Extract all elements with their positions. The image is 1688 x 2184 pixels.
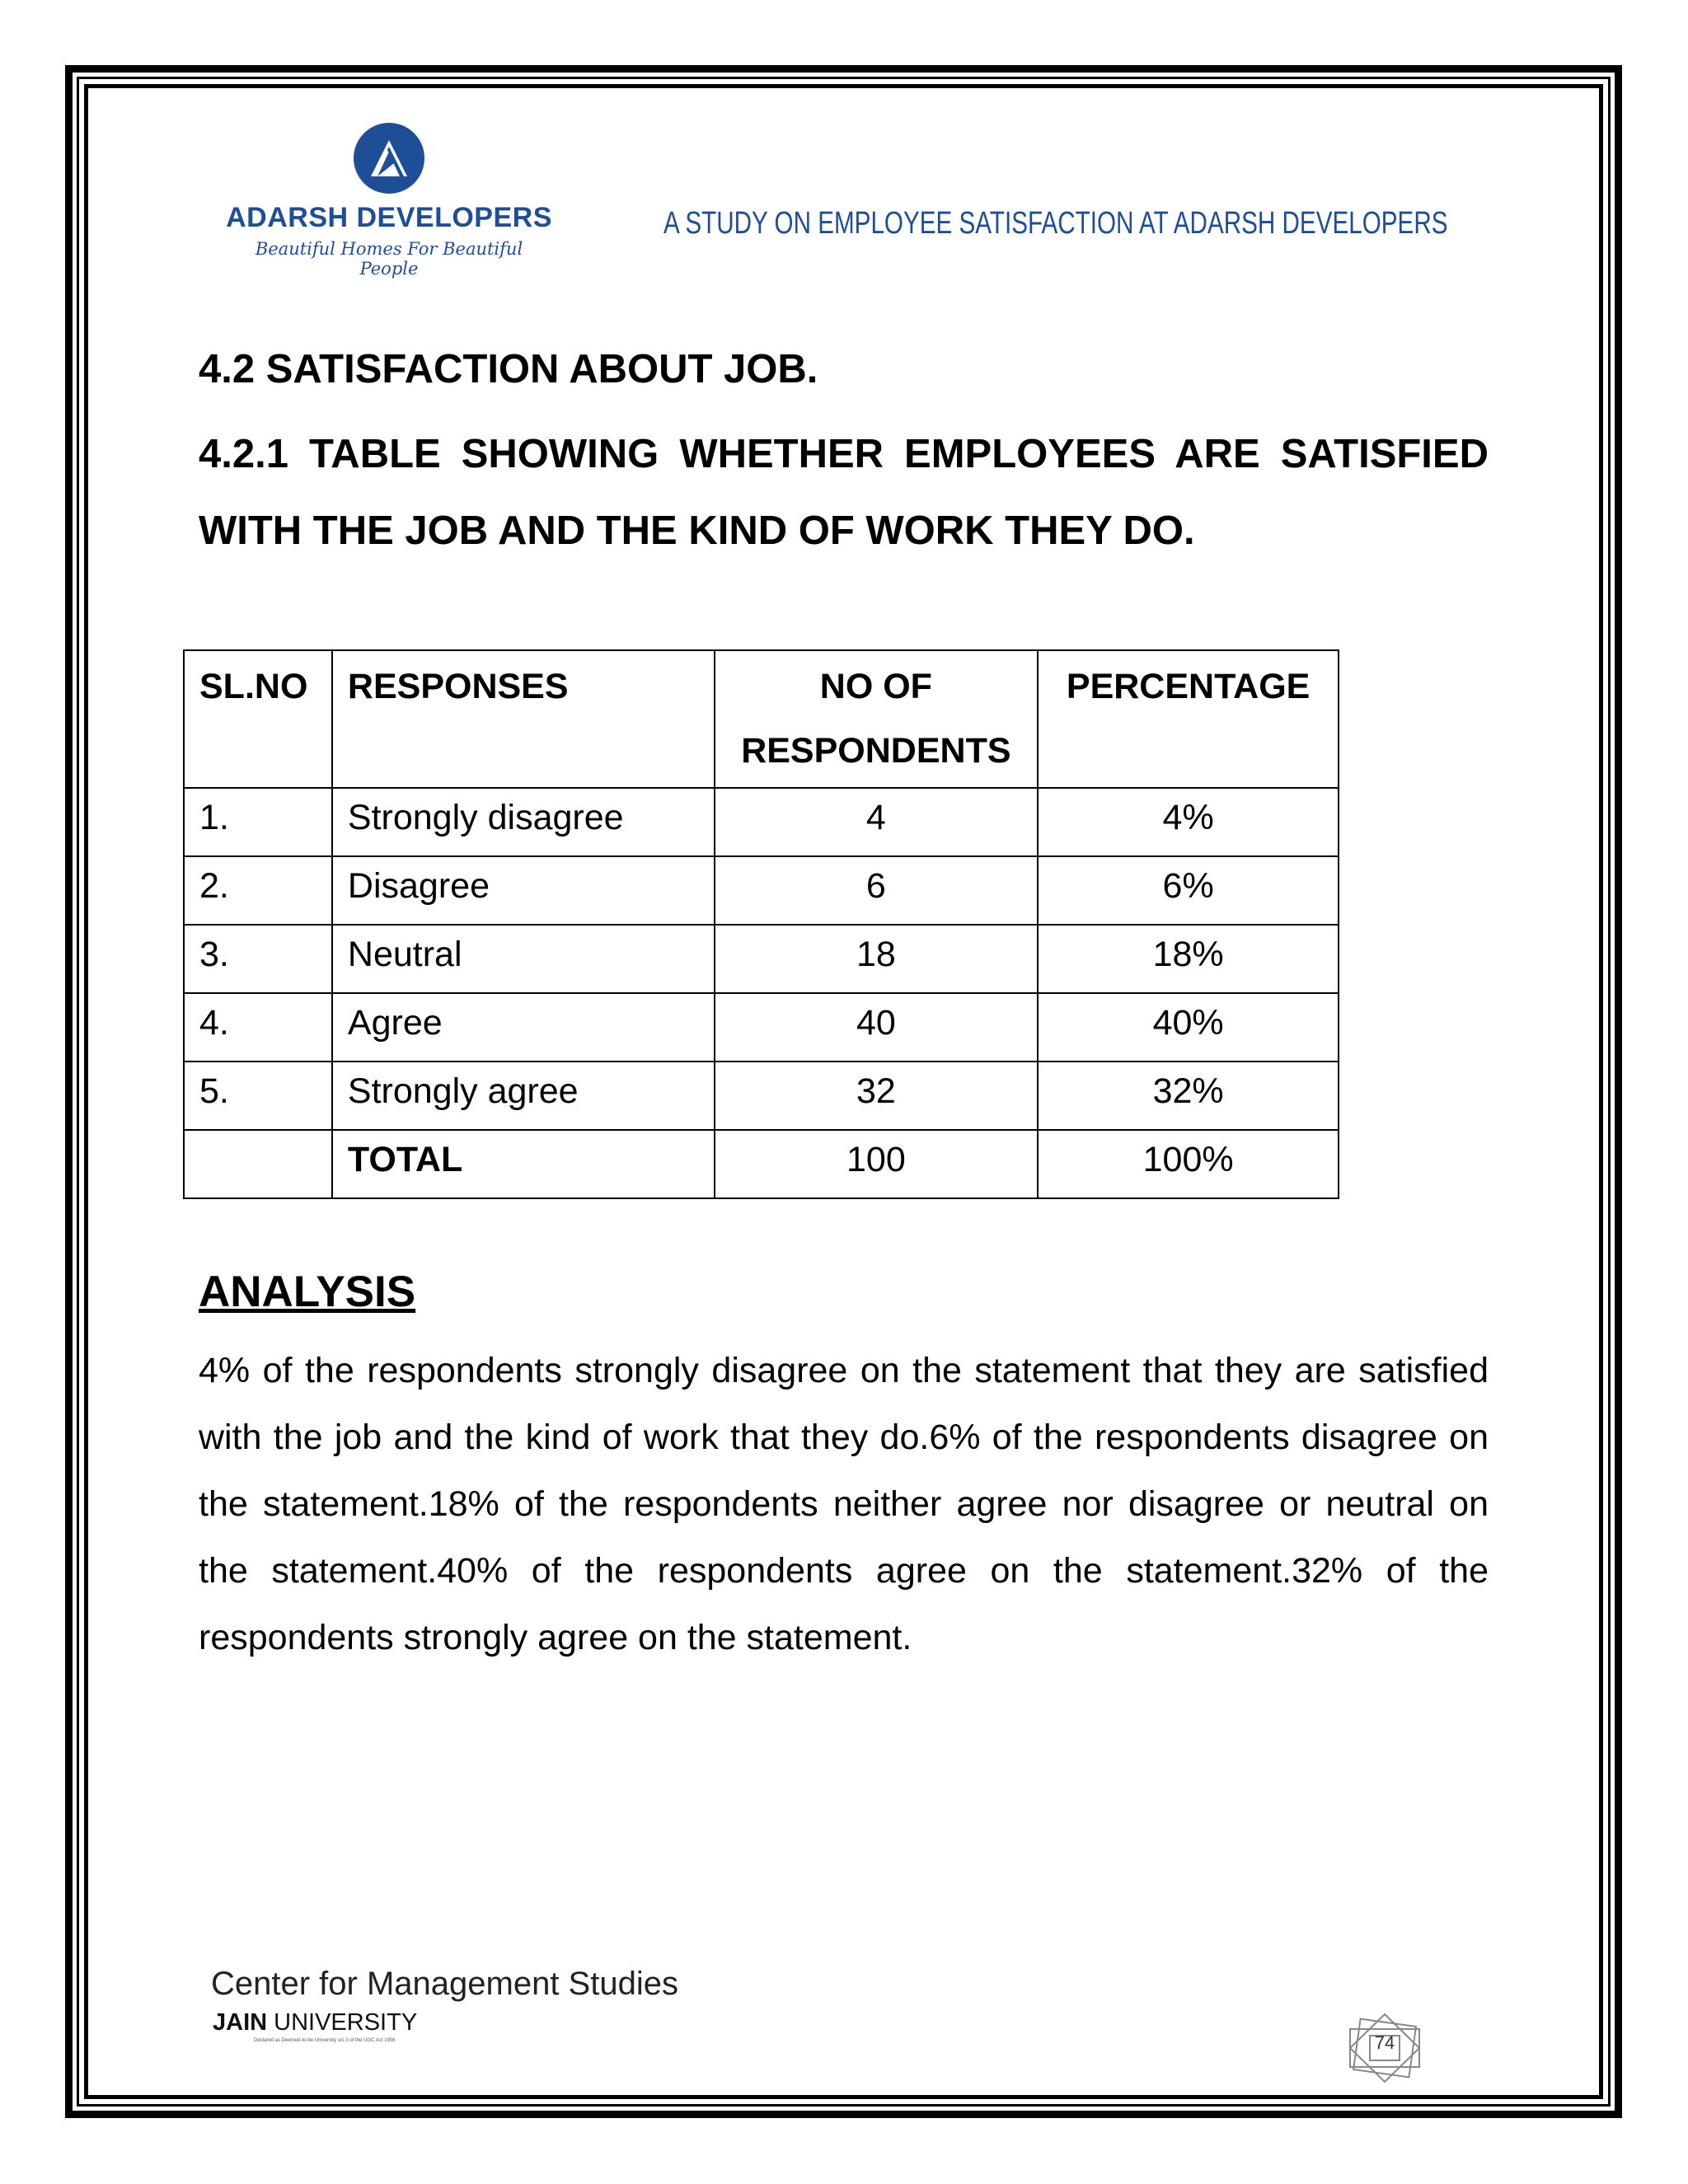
header-respondents: NO OF RESPONDENTS: [715, 650, 1039, 788]
table-title: 4.2.1 TABLE SHOWING WHETHER EMPLOYEES ARE SATISFIED WITH THE JOB AND THE KIND OF WORK THEY DO.: [199, 432, 1489, 553]
cell-response: Strongly disagree: [332, 788, 715, 856]
table-header-row: [184, 650, 1339, 788]
page-number: 74: [1374, 2032, 1395, 2053]
cell-percent: 6%: [1038, 856, 1339, 925]
cell-total-percent: 100%: [1038, 1130, 1339, 1198]
cell-count: 18: [715, 925, 1039, 993]
cell-count: 32: [715, 1062, 1039, 1130]
footer-fine-print: Declared as Deemed-to-be University u/s 3 of the UGC Act 1956: [254, 2038, 396, 2043]
cell-response: Disagree: [332, 856, 715, 925]
table-row: [184, 788, 1339, 856]
responses-table: [183, 649, 1339, 1199]
cell-count: 40: [715, 993, 1039, 1062]
cell-total-count: 100: [715, 1130, 1039, 1198]
table-total-row: [184, 1130, 1339, 1198]
triangle-logo-icon: [353, 122, 425, 194]
cell-slno: 5.: [184, 1062, 332, 1130]
cell-percent: 18%: [1038, 925, 1339, 993]
cell-slno: 4.: [184, 993, 332, 1062]
cell-response: Agree: [332, 993, 715, 1062]
brand-tagline: Beautiful Homes For Beautiful People: [255, 239, 523, 279]
table-row: [184, 1062, 1339, 1130]
cell-count: 6: [715, 856, 1039, 925]
cell-percent: 32%: [1038, 1062, 1339, 1130]
footer-institution: Center for Management Studies: [211, 1966, 678, 2002]
cell-total-label: TOTAL: [332, 1130, 715, 1198]
cell-slno: 3.: [184, 925, 332, 993]
header-percentage: PERCENTAGE: [1038, 650, 1339, 788]
cell-slno: 2.: [184, 856, 332, 925]
table-row: [184, 925, 1339, 993]
analysis-heading: ANALYSIS: [199, 1268, 416, 1316]
cell-percent: 4%: [1038, 788, 1339, 856]
header-slno: SL.NO: [184, 650, 332, 788]
table-row: [184, 856, 1339, 925]
brand-name: ADARSH DEVELOPERS: [226, 202, 552, 233]
analysis-paragraph: 4% of the respondents strongly disagree on the statement that they are satisfied with the job and the kind of work that they do.6% of the respondents disagree on the statement.18% of the respondents neither agree nor disagree or neutral on the statement.40% of the respondents agree on the statement.32% of the respondents strongly agree on the statement.: [199, 1351, 1489, 1657]
table-row: [184, 993, 1339, 1062]
cell-slno: [184, 1130, 332, 1198]
cell-response: Neutral: [332, 925, 715, 993]
cell-percent: 40%: [1038, 993, 1339, 1062]
section-heading: 4.2 SATISFACTION ABOUT JOB.: [199, 347, 818, 391]
cell-response: Strongly agree: [332, 1062, 715, 1130]
cell-count: 4: [715, 788, 1039, 856]
header-responses: RESPONSES: [332, 650, 715, 788]
cell-slno: 1.: [184, 788, 332, 856]
study-title: A STUDY ON EMPLOYEE SATISFACTION AT ADARSH DEVELOPERS: [663, 206, 1448, 241]
footer-university: JAIN UNIVERSITY: [213, 2009, 418, 2036]
